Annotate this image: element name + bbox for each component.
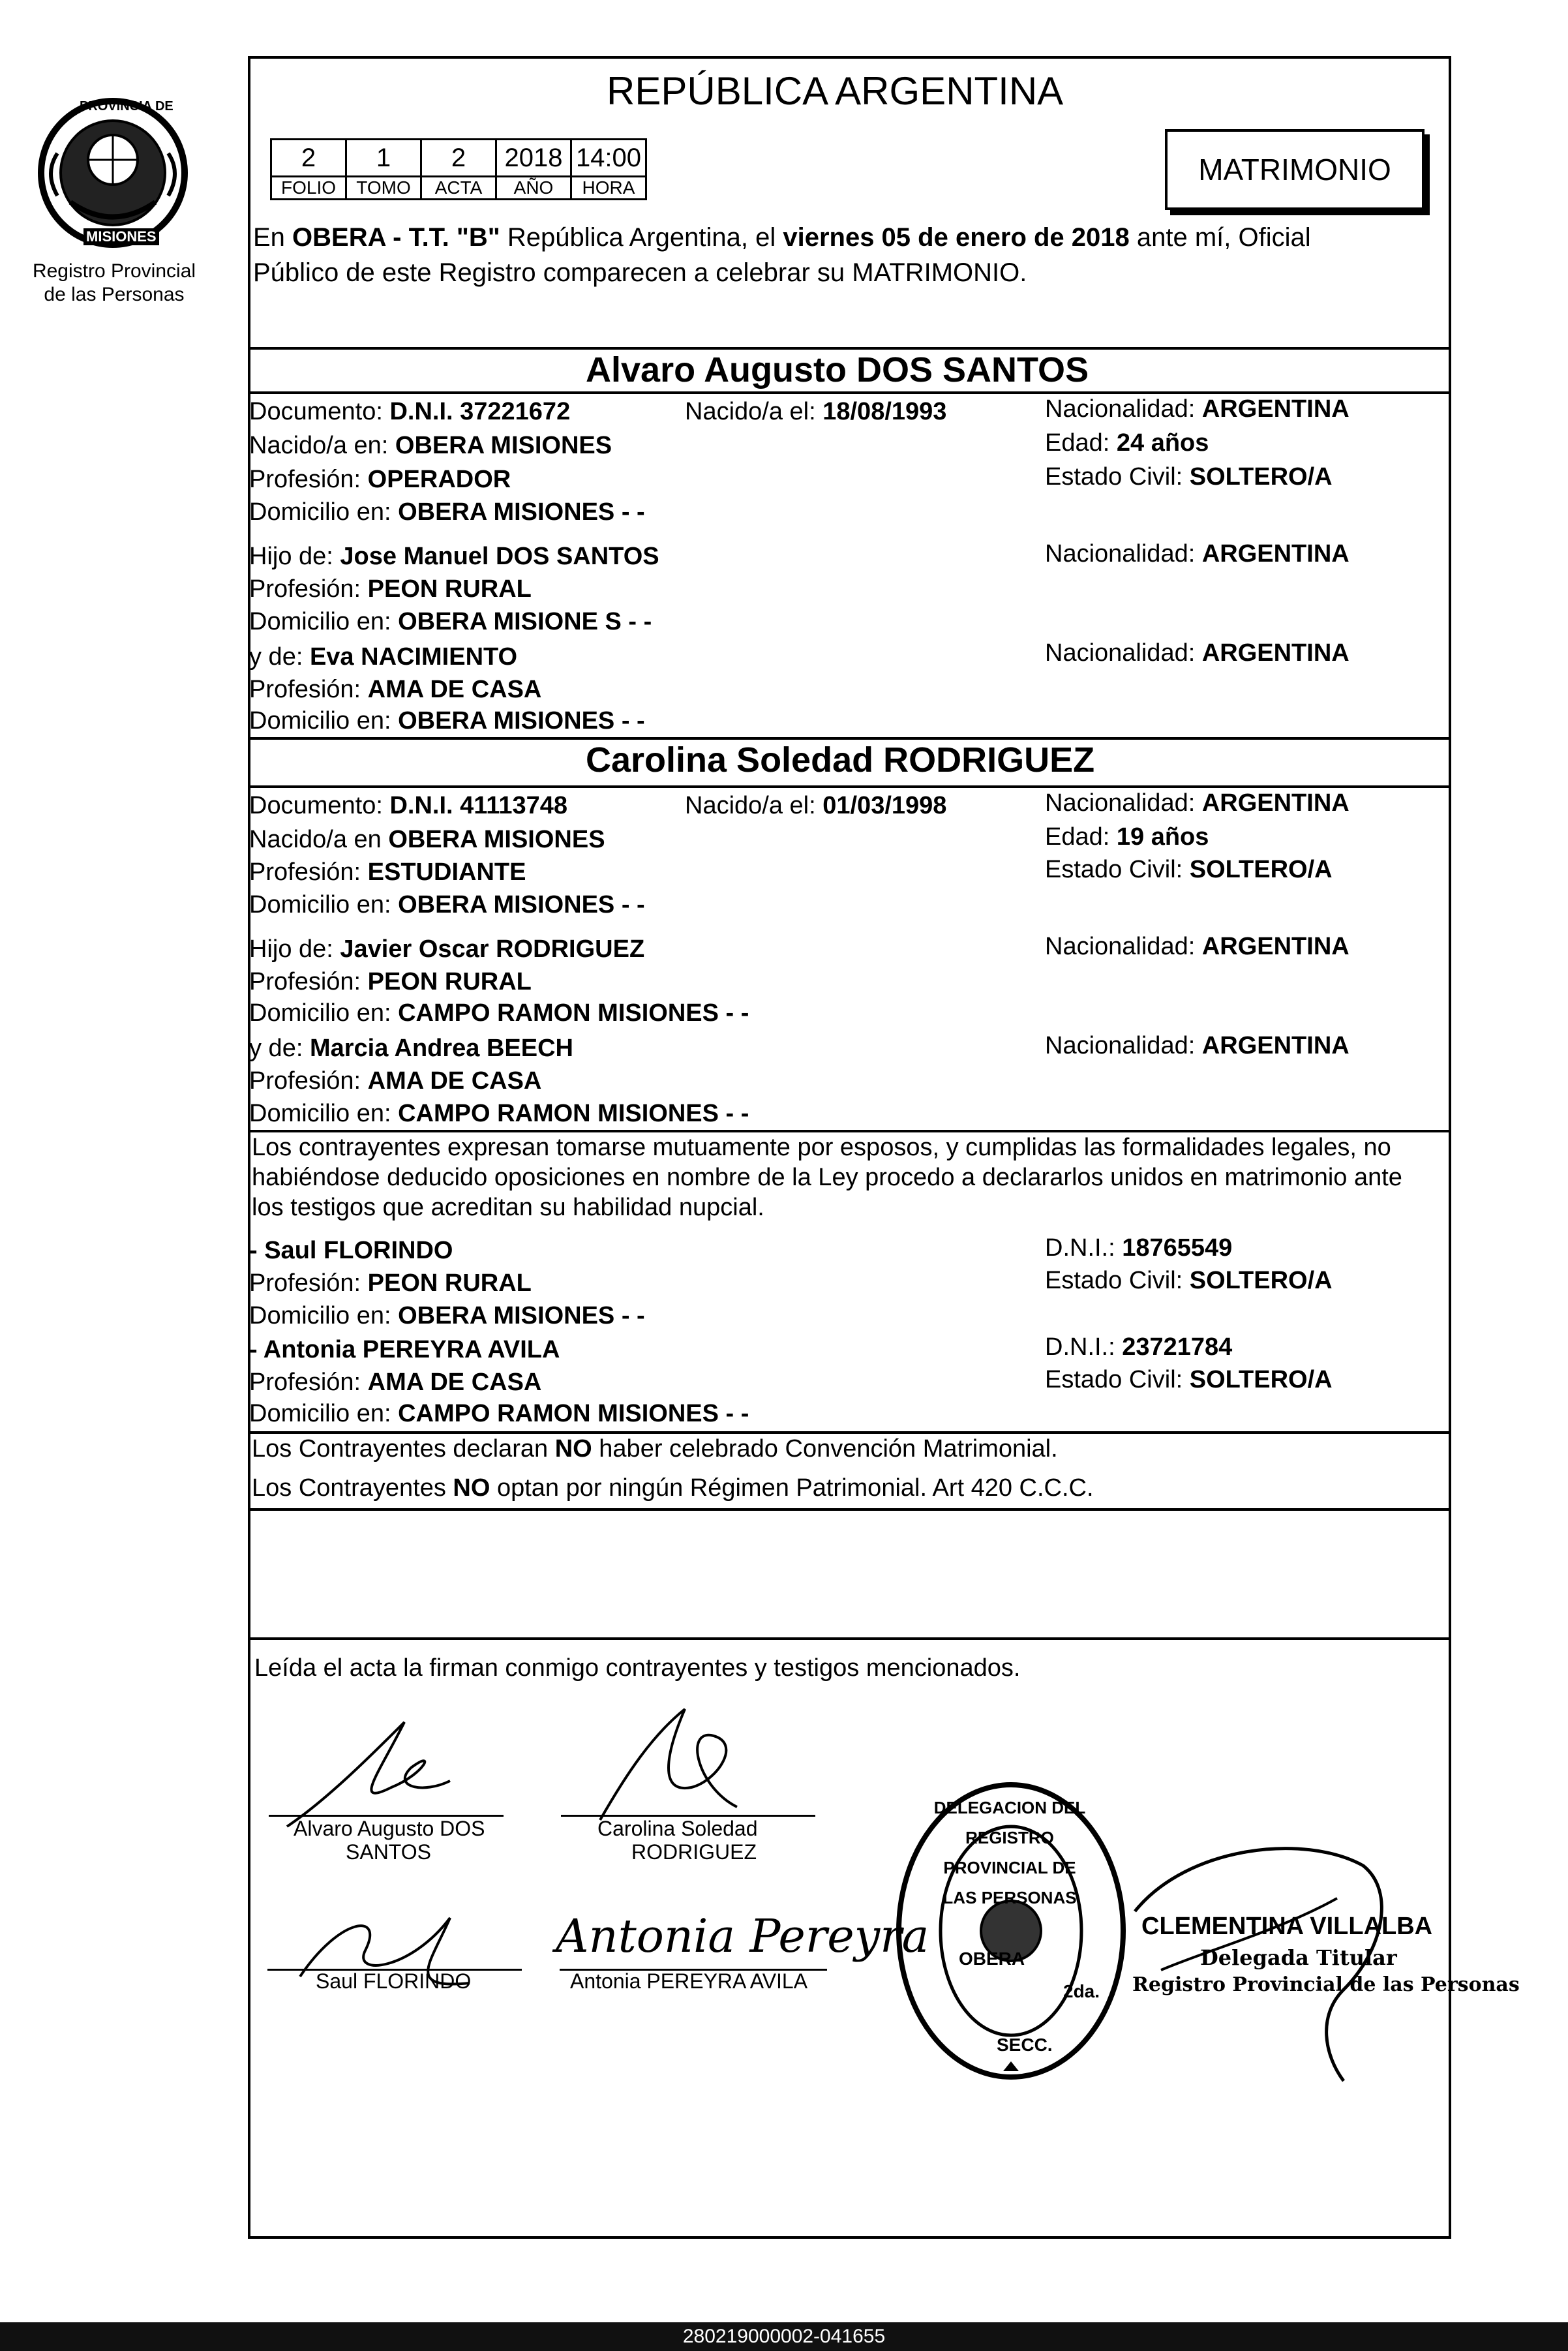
registration-table (270, 138, 647, 200)
witness2-name: - Antonia PEREYRA AVILA (249, 1336, 560, 1363)
convention-text: Los Contrayentes declaran (252, 1435, 555, 1463)
witness1-name: - Saul FLORINDO (249, 1237, 453, 1264)
field-label: Profesión: (249, 676, 368, 703)
witness2-civil (1045, 1365, 1333, 1395)
hour-label: HORA (571, 177, 646, 200)
field-label: Domicilio en: (249, 999, 399, 1027)
field-value: Marcia Andrea BEECH (309, 1035, 573, 1062)
field-label: Nacionalidad: (1045, 639, 1202, 667)
field-value: ARGENTINA (1201, 395, 1349, 423)
field-value: D.N.I. 41113748 (389, 792, 568, 819)
field-label: Estado Civil: (1045, 1267, 1190, 1294)
spouse2-name: Carolina Soledad RODRIGUEZ (586, 740, 1095, 780)
signature-4-handwriting: Antonia Pereyra (556, 1909, 929, 1963)
spouse2-born (685, 791, 946, 821)
field-label: Domicilio en: (249, 1302, 399, 1329)
field-label: y de: (249, 1035, 310, 1062)
spouse1-domicile (249, 497, 645, 527)
witness1-civil (1045, 1266, 1333, 1296)
signature-1-name-line2: SANTOS (346, 1840, 431, 1864)
year-value: 2018 (496, 140, 571, 177)
field-label: Nacido/a el: (685, 398, 823, 425)
field-label: Profesión: (249, 575, 368, 603)
field-label: Profesión: (249, 1067, 368, 1095)
tomo-label: TOMO (346, 177, 421, 200)
field-value: SOLTERO/A (1189, 856, 1333, 883)
field-value: 01/03/1998 (822, 792, 947, 819)
field-value: ARGENTINA (1201, 1032, 1349, 1059)
field-label: Estado Civil: (1045, 856, 1190, 883)
field-label: Documento: (249, 398, 390, 425)
field-value: Eva NACIMIENTO (309, 643, 518, 671)
spouse2-age (1045, 822, 1209, 852)
field-value: 23721784 (1122, 1333, 1233, 1361)
field-label: D.N.I.: (1045, 1234, 1123, 1262)
spouse1-mother-domicile (249, 706, 645, 736)
closing-statement: Leída el acta la firman conmigo contrayentes y testigos mencionados. (254, 1654, 1021, 1682)
field-label: Nacionalidad: (1045, 789, 1202, 817)
field-value: ARGENTINA (1201, 540, 1349, 568)
field-value: OPERADOR (367, 466, 511, 493)
field-value: 19 años (1116, 823, 1209, 851)
spouse1-profession (249, 464, 511, 494)
footer-barcode-text: 280219000002-041655 (0, 2322, 1568, 2351)
acta-label: ACTA (421, 177, 496, 200)
field-value: 18/08/1993 (822, 398, 947, 425)
field-value: ARGENTINA (1201, 789, 1349, 817)
spouse2-mother-nationality (1045, 1031, 1349, 1061)
spouse1-mother (249, 642, 517, 672)
field-value: OBERA MISIONES - - (398, 1302, 645, 1329)
field-value: OBERA MISIONES (395, 432, 612, 459)
spouse2-profession (249, 857, 526, 887)
field-label: Estado Civil: (1045, 1366, 1190, 1393)
field-value: CAMPO RAMON MISIONES - - (398, 1400, 749, 1427)
field-label: Domicilio en: (249, 1100, 399, 1127)
registry-name-line1: Registro Provincial (32, 260, 196, 282)
divider (248, 1637, 1451, 1640)
spouse1-mother-nationality (1045, 638, 1349, 668)
field-value: CAMPO RAMON MISIONES - - (398, 1100, 749, 1127)
spouse2-father-nationality (1045, 932, 1349, 962)
field-value: OBERA MISIONES - - (398, 498, 645, 526)
declaration-line1: Los contrayentes expresan tomarse mutuamente por esposos, y cumplidas las formalidades legales, no (252, 1134, 1391, 1161)
seal-inner-bottom: SECC. (997, 2035, 1053, 2055)
field-label: Domicilio en: (249, 1400, 399, 1427)
convention-text: optan por ningún Régimen Patrimonial. Art 420 C.C.C. (490, 1474, 1094, 1502)
spouse1-father-nationality (1045, 539, 1349, 569)
spouse2-domicile (249, 890, 645, 920)
hour-value: 14:00 (571, 140, 646, 177)
field-value: PEON RURAL (367, 968, 532, 995)
field-value: OBERA MISIONE S - - (398, 608, 652, 635)
witness1-domicile (249, 1301, 645, 1331)
divider (248, 1508, 1451, 1511)
field-label: Edad: (1045, 823, 1117, 851)
folio-label: FOLIO (271, 177, 346, 200)
field-label: Nacionalidad: (1045, 395, 1202, 423)
logo-top-text: PROVINCIA DE (80, 99, 173, 114)
seal-inner-right: 2da. (1063, 1981, 1100, 2001)
spouse2-birthplace (249, 825, 605, 855)
official-office: Registro Provincial de las Personas (1132, 1973, 1520, 1996)
witness2-dni (1045, 1332, 1232, 1362)
intro-text: En (253, 223, 293, 252)
spouse2-mother (249, 1033, 573, 1063)
field-value: Jose Manuel DOS SANTOS (340, 543, 659, 570)
spouse1-father-profession (249, 574, 532, 604)
field-value: AMA DE CASA (367, 1369, 542, 1396)
country-title: REPÚBLICA ARGENTINA (607, 69, 1064, 113)
field-label: Domicilio en: (249, 498, 399, 526)
field-value: OBERA MISIONES (388, 826, 605, 853)
intro-text: ante mí, Oficial (1129, 223, 1311, 252)
field-label: Edad: (1045, 429, 1117, 457)
field-label: Profesión: (249, 466, 368, 493)
field-label: Hijo de: (249, 543, 340, 570)
signature-2-name-line2: RODRIGUEZ (631, 1840, 757, 1864)
year-label: AÑO (496, 177, 571, 200)
field-value: AMA DE CASA (367, 676, 542, 703)
spouse1-mother-profession (249, 675, 541, 705)
field-value: PEON RURAL (367, 1269, 532, 1297)
seal-inner-left: OBERA (959, 1949, 1025, 1969)
signature-2-name-line1: Carolina Soledad (597, 1817, 758, 1840)
field-value: CAMPO RAMON MISIONES - - (398, 999, 749, 1027)
field-label: Profesión: (249, 968, 368, 995)
spouse1-name: Alvaro Augusto DOS SANTOS (586, 350, 1089, 389)
spouse1-document (249, 397, 570, 427)
field-value: AMA DE CASA (367, 1067, 542, 1095)
official-role: Delegada Titular (1200, 1945, 1397, 1970)
seal-outer-text: DELEGACION DEL REGISTRO PROVINCIAL DE LAS PERSONAS (933, 1798, 1086, 1907)
spouse2-father-profession (249, 967, 532, 997)
intro-line1 (253, 220, 1311, 254)
spouse2-nationality (1045, 788, 1349, 818)
witness1-dni (1045, 1233, 1232, 1263)
spouse1-born (685, 397, 946, 427)
spouse2-father (249, 934, 644, 964)
registry-name (7, 260, 222, 307)
intro-text: República Argentina, el (500, 223, 783, 252)
tomo-value: 1 (346, 140, 421, 177)
act-type-box: MATRIMONIO (1165, 129, 1425, 210)
signature-3-name: Saul FLORINDO (316, 1969, 472, 1993)
field-value: ESTUDIANTE (367, 858, 526, 886)
field-value: OBERA MISIONES - - (398, 891, 645, 918)
convention-no: NO (453, 1474, 490, 1502)
field-label: Estado Civil: (1045, 463, 1190, 491)
field-label: Nacido/a en (249, 826, 389, 853)
field-label: Nacionalidad: (1045, 1032, 1202, 1059)
spouse2-father-domicile (249, 998, 749, 1028)
field-label: Profesión: (249, 1369, 368, 1396)
spouse1-civil (1045, 462, 1333, 492)
witness2-domicile (249, 1399, 749, 1429)
field-label: Nacionalidad: (1045, 933, 1202, 960)
declaration-line3: los testigos que acreditan su habilidad nupcial. (252, 1194, 764, 1221)
witness1-profession (249, 1268, 532, 1298)
field-label: Domicilio en: (249, 707, 399, 735)
spouse2-mother-profession (249, 1066, 541, 1096)
spouse1-birthplace (249, 431, 612, 461)
field-label: y de: (249, 643, 310, 671)
convention-no: NO (554, 1435, 592, 1463)
convention-text: haber celebrado Convención Matrimonial. (592, 1435, 1058, 1463)
field-value: SOLTERO/A (1189, 463, 1333, 491)
acta-value: 2 (421, 140, 496, 177)
field-label: Profesión: (249, 858, 368, 886)
field-value: 24 años (1116, 429, 1209, 457)
field-label: Domicilio en: (249, 608, 399, 635)
spouse1-nationality (1045, 394, 1349, 424)
intro-line2: Público de este Registro comparecen a celebrar su MATRIMONIO. (253, 258, 1027, 287)
field-label: Nacido/a el: (685, 792, 823, 819)
field-value: OBERA MISIONES - - (398, 707, 645, 735)
field-value: Javier Oscar RODRIGUEZ (340, 935, 645, 963)
spouse2-mother-domicile (249, 1099, 749, 1129)
spouse2-document (249, 791, 567, 821)
field-value: SOLTERO/A (1189, 1366, 1333, 1393)
official-name: CLEMENTINA VILLALBA (1141, 1913, 1433, 1940)
registry-name-line2: de las Personas (44, 284, 185, 305)
field-label: Domicilio en: (249, 891, 399, 918)
field-value: PEON RURAL (367, 575, 532, 603)
logo-bottom-text: MISIONES (83, 228, 159, 245)
field-label: Hijo de: (249, 935, 340, 963)
field-label: Profesión: (249, 1269, 368, 1297)
field-value: 18765549 (1122, 1234, 1233, 1262)
convention-line2 (252, 1473, 1094, 1503)
spouse2-civil (1045, 855, 1333, 885)
signature-1-name-line1: Alvaro Augusto DOS (294, 1817, 485, 1840)
signature-4-name: Antonia PEREYRA AVILA (570, 1969, 808, 1993)
intro-date: viernes 05 de enero de 2018 (783, 223, 1130, 252)
spouse1-father-domicile (249, 607, 652, 637)
witness2-profession (249, 1367, 541, 1397)
field-label: D.N.I.: (1045, 1333, 1123, 1361)
folio-value: 2 (271, 140, 346, 177)
field-label: Nacionalidad: (1045, 540, 1202, 568)
spouse1-father (249, 541, 659, 571)
intro-place: OBERA - T.T. "B" (292, 223, 500, 252)
field-value: D.N.I. 37221672 (389, 398, 571, 425)
field-label: Documento: (249, 792, 390, 819)
field-value: ARGENTINA (1201, 933, 1349, 960)
convention-line1 (252, 1434, 1058, 1464)
field-value: SOLTERO/A (1189, 1267, 1333, 1294)
field-label: Nacido/a en: (249, 432, 395, 459)
convention-text: Los Contrayentes (252, 1474, 453, 1502)
field-value: ARGENTINA (1201, 639, 1349, 667)
registry-logo (31, 91, 194, 254)
spouse1-age (1045, 428, 1209, 458)
declaration-line2: habiéndose deducido oposiciones en nombre de la Ley procedo a declararlos unidos en matrimonio ante (252, 1164, 1402, 1191)
